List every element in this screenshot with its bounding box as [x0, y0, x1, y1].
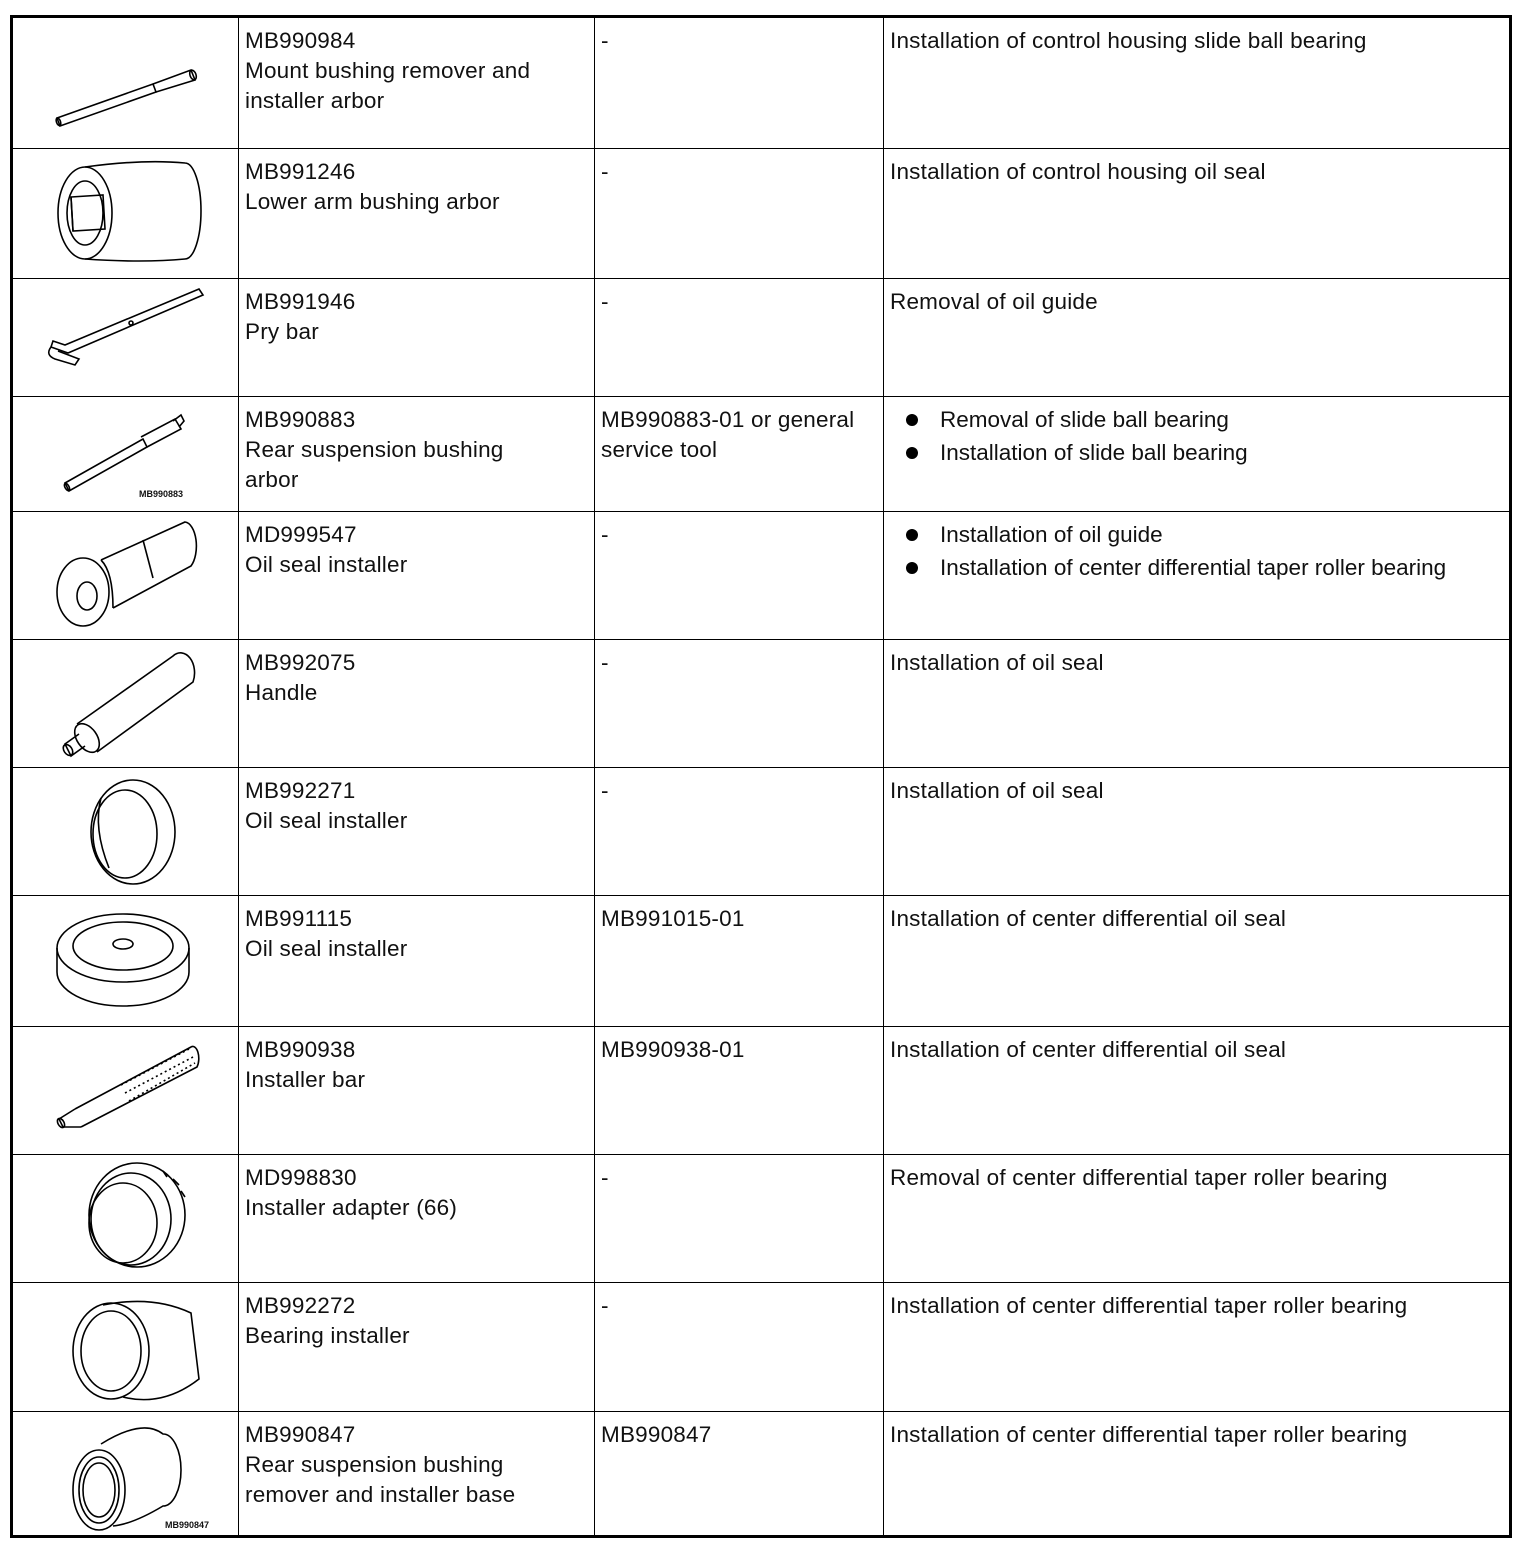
tool-illustration-cell [13, 512, 238, 639]
pry-bar-icon [13, 279, 237, 400]
application-cell [883, 149, 1509, 278]
supersession-cell [594, 1155, 883, 1282]
supersession-cell [594, 640, 883, 767]
tool-number-cell [238, 896, 594, 1026]
table-row [13, 278, 1509, 396]
application-text: Installation of oil seal [890, 650, 1104, 675]
table-row [13, 1282, 1509, 1411]
bullet-icon [906, 447, 918, 459]
tool-number-cell [238, 1027, 594, 1154]
installer-bar-icon [13, 1027, 237, 1158]
tool-name: Oil seal installer [245, 936, 408, 961]
tool-illustration-cell [13, 18, 238, 148]
supersession-text: MB990883-01 or general service tool [601, 407, 855, 462]
list-item [904, 405, 1248, 435]
application-cell [883, 768, 1509, 895]
tool-number-cell [238, 1412, 594, 1538]
table-row [13, 511, 1509, 639]
disc-installer-icon [13, 896, 237, 1031]
tool-number-cell [238, 1283, 594, 1411]
tool-number: MB990883 [245, 407, 356, 432]
list-item [904, 520, 1446, 550]
tool-number: MB991246 [245, 159, 356, 184]
supersession-text: - [601, 650, 609, 675]
supersession-text: MB990938-01 [601, 1037, 745, 1062]
special-tools-table [10, 15, 1512, 1538]
tool-illustration-cell [13, 1027, 238, 1154]
application-list [904, 405, 1248, 471]
tool-name: Lower arm bushing arbor [245, 189, 500, 214]
supersession-text: - [601, 28, 609, 53]
tool-number-cell [238, 279, 594, 396]
supersession-text: - [601, 522, 609, 547]
supersession-cell [594, 279, 883, 396]
application-text: Installation of center differential oil seal [890, 1037, 1287, 1062]
suspension-arbor-icon [13, 397, 237, 514]
application-cell [883, 279, 1509, 396]
tool-number: MB991946 [245, 289, 356, 314]
ring-installer-icon [13, 768, 237, 899]
oil-seal-installer-icon [13, 512, 237, 643]
tool-illustration-cell [13, 149, 238, 278]
application-list [904, 520, 1446, 586]
bullet-icon [906, 414, 918, 426]
supersession-text: - [601, 159, 609, 184]
application-cell [883, 512, 1509, 639]
application-text: Installation of slide ball bearing [940, 440, 1248, 465]
supersession-cell [594, 768, 883, 895]
application-cell [883, 1155, 1509, 1282]
tool-illustration-cell [13, 768, 238, 895]
illustration-caption: MB990883 [139, 489, 184, 499]
application-text: Removal of oil guide [890, 289, 1098, 314]
tool-name: Handle [245, 680, 318, 705]
tool-number: MD998830 [245, 1165, 357, 1190]
tool-name: Installer adapter (66) [245, 1195, 458, 1220]
supersession-text: MB990847 [601, 1422, 712, 1447]
bullet-icon [906, 562, 918, 574]
supersession-cell [594, 149, 883, 278]
application-cell [883, 1283, 1509, 1411]
tool-number-cell [238, 1155, 594, 1282]
supersession-text: - [601, 1165, 609, 1190]
table-row [13, 1154, 1509, 1282]
bushing-arbor-icon [13, 149, 237, 282]
tool-name: arbor [245, 467, 299, 492]
tool-name: Oil seal installer [245, 552, 408, 577]
application-text: Installation of center differential taper roller bearing [890, 1422, 1408, 1447]
tool-name: remover and installer base [245, 1482, 516, 1507]
tool-number-cell [238, 397, 594, 511]
application-text: Removal of slide ball bearing [940, 407, 1229, 432]
table-row [13, 1411, 1509, 1538]
long-arbor-icon [13, 18, 237, 151]
tool-number-cell [238, 640, 594, 767]
tool-name: Pry bar [245, 319, 319, 344]
supersession-text: - [601, 778, 609, 803]
table-row [13, 18, 1509, 148]
application-text: Installation of control housing oil seal [890, 159, 1266, 184]
tool-name: Installer bar [245, 1067, 366, 1092]
supersession-text: - [601, 1293, 609, 1318]
supersession-cell [594, 18, 883, 148]
supersession-cell [594, 896, 883, 1026]
application-text: Installation of center differential oil seal [890, 906, 1287, 931]
tool-name: Rear suspension bushing [245, 1452, 504, 1477]
supersession-cell [594, 1283, 883, 1411]
application-text: Installation of center differential taper roller bearing [890, 1293, 1408, 1318]
tool-number-cell [238, 149, 594, 278]
tool-number: MB991115 [245, 906, 353, 931]
application-text: Installation of oil seal [890, 778, 1104, 803]
tool-illustration-cell [13, 896, 238, 1026]
tool-illustration-cell [13, 1283, 238, 1411]
tool-illustration-cell [13, 1155, 238, 1282]
tool-illustration-cell [13, 279, 238, 396]
tool-number: MB992075 [245, 650, 356, 675]
supersession-cell [594, 397, 883, 511]
supersession-cell [594, 512, 883, 639]
application-text: Installation of center differential taper roller bearing [940, 555, 1447, 580]
tool-number: MB990984 [245, 28, 356, 53]
tool-illustration-cell [13, 397, 238, 511]
table-row [13, 1026, 1509, 1154]
table-row [13, 148, 1509, 278]
tool-name: Bearing installer [245, 1323, 410, 1348]
handle-icon [13, 640, 237, 771]
application-cell [883, 640, 1509, 767]
application-cell [883, 18, 1509, 148]
adapter-ring-icon [13, 1155, 237, 1286]
list-item [904, 438, 1248, 468]
tool-illustration-cell [13, 1412, 238, 1538]
application-cell [883, 896, 1509, 1026]
tool-number: MB992272 [245, 1293, 356, 1318]
tool-name: Rear suspension bushing [245, 437, 504, 462]
tool-number-cell [238, 768, 594, 895]
tool-number: MB990847 [245, 1422, 356, 1447]
bullet-icon [906, 529, 918, 541]
application-text: Removal of center differential taper roller bearing [890, 1165, 1388, 1190]
table-row [13, 639, 1509, 767]
tool-name: installer arbor [245, 88, 385, 113]
table-row [13, 895, 1509, 1026]
illustration-caption: MB990847 [165, 1520, 210, 1530]
tool-number: MB990938 [245, 1037, 356, 1062]
tool-illustration-cell [13, 640, 238, 767]
list-item [904, 553, 1446, 583]
application-text: Installation of control housing slide ball bearing [890, 28, 1367, 53]
tool-number: MD999547 [245, 522, 357, 547]
application-text: Installation of oil guide [940, 522, 1163, 547]
application-cell [883, 1027, 1509, 1154]
tool-number: MB992271 [245, 778, 356, 803]
application-cell [883, 1412, 1509, 1538]
supersession-text: - [601, 289, 609, 314]
supersession-cell [594, 1027, 883, 1154]
supersession-text: MB991015-01 [601, 906, 745, 931]
bearing-installer-icon [13, 1283, 237, 1414]
tool-name: Mount bushing remover and [245, 58, 531, 83]
application-cell [883, 397, 1509, 511]
table-row [13, 396, 1509, 511]
tool-number-cell [238, 512, 594, 639]
table-row [13, 767, 1509, 895]
tool-number-cell [238, 18, 594, 148]
supersession-cell [594, 1412, 883, 1538]
tool-name: Oil seal installer [245, 808, 408, 833]
